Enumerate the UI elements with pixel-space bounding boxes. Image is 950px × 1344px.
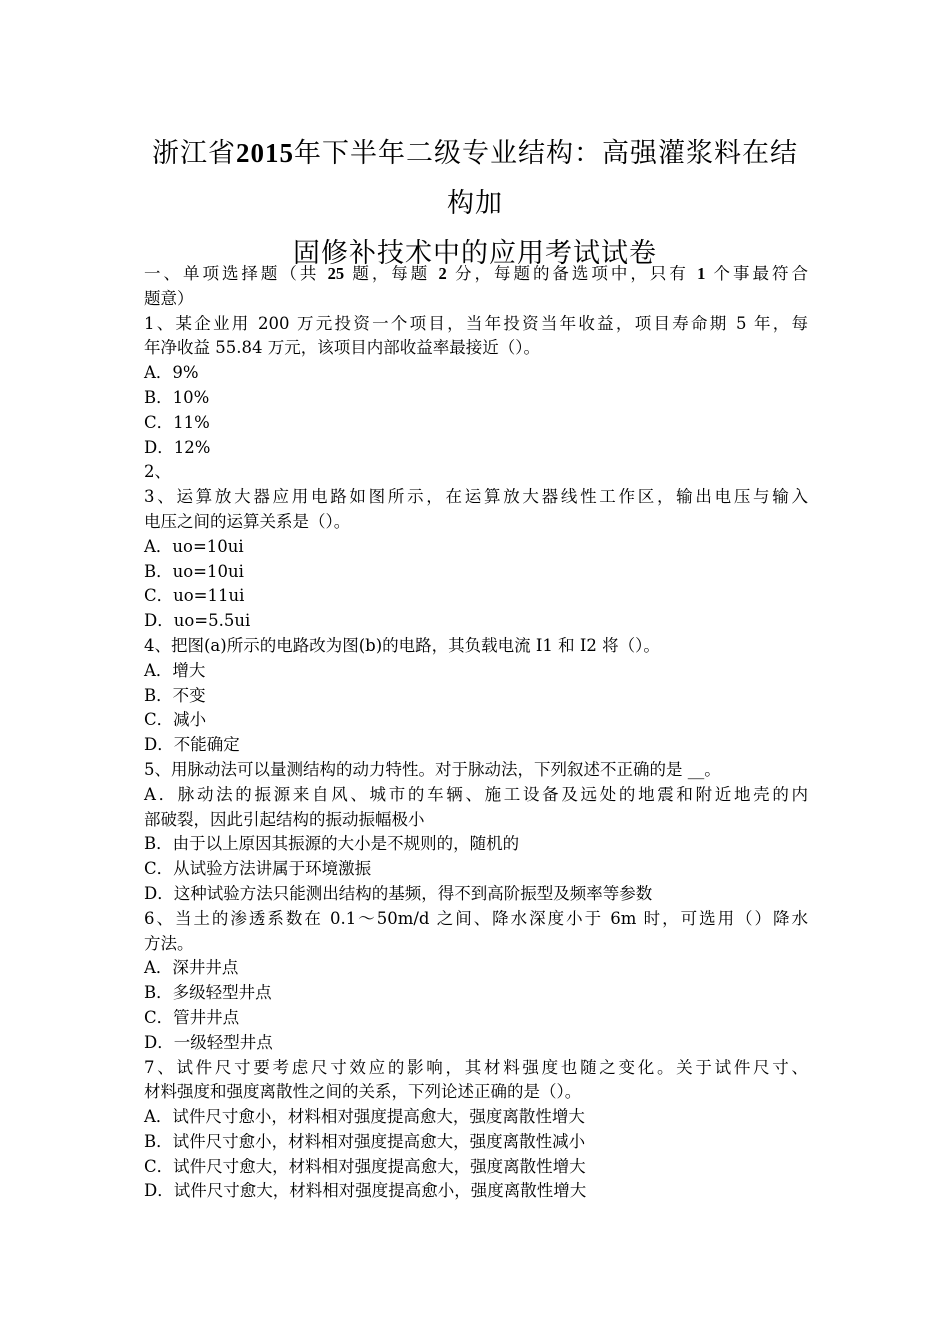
option-b: B．由于以上原因其振源的大小是不规则的，随机的: [144, 834, 520, 854]
question-stem: 5、用脉动法可以量测结构的动力特性。对于脉动法，下列叙述不正确的是 __。: [144, 759, 721, 779]
question-stem: 3、运算放大器应用电路如图所示，在运算放大器线性工作区，输出电压与输入: [144, 487, 808, 507]
question-3: [144, 485, 808, 634]
question-2: [144, 460, 808, 485]
title-line-2: 固修补技术中的应用考试试卷: [293, 238, 657, 269]
title-year: 2015: [236, 138, 294, 168]
option-b: B．10%: [144, 387, 210, 407]
option-b: B．不变: [144, 685, 206, 705]
option-c: C．减小: [144, 710, 207, 730]
document-title: [140, 128, 810, 279]
title-line-1: 浙江省2015年下半年二级专业结构：高强灌浆料在结构加: [152, 138, 798, 219]
question-1: [144, 312, 808, 461]
question-4: [144, 634, 808, 758]
question-7: [144, 1056, 808, 1205]
exam-body: [144, 262, 808, 1204]
option-d: D．这种试验方法只能测出结构的基频，得不到高阶振型及频率等参数: [144, 883, 653, 903]
question-5: [144, 758, 808, 907]
option-a: A．9%: [144, 363, 199, 383]
option-d: D．uo=5.5ui: [144, 611, 251, 631]
option-a: A．脉动法的振源来自风、城市的车辆、施工设备及远处的地震和附近地壳的内: [144, 784, 808, 804]
option-a: A．增大: [144, 660, 206, 680]
option-a: A．uo=10ui: [144, 536, 244, 556]
option-b: B．多级轻型井点: [144, 983, 272, 1003]
question-stem: 4、把图(a)所示的电路改为图(b)的电路，其负载电流 I1 和 I2 将（）。: [144, 635, 660, 655]
question-stem-cont: 方法。: [144, 933, 194, 953]
question-stem-cont: 材料强度和强度离散性之间的关系，下列论述正确的是（）。: [144, 1082, 582, 1102]
option-d: D．一级轻型井点: [144, 1032, 273, 1052]
option-d: D．试件尺寸愈大，材料相对强度提高愈小，强度离散性增大: [144, 1181, 587, 1201]
option-a: A．深井井点: [144, 958, 239, 978]
option-a: A．试件尺寸愈小，材料相对强度提高愈大，强度离散性增大: [144, 1107, 585, 1127]
option-c: C．11%: [144, 412, 210, 432]
question-stem: 6、当土的渗透系数在 0.1～50m/d 之间、降水深度小于 6m 时，可选用（）降水: [144, 908, 808, 928]
option-c: C．从试验方法讲属于环境激振: [144, 859, 372, 879]
option-d: D．12%: [144, 437, 211, 457]
question-stem: 7、试件尺寸要考虑尺寸效应的影响，其材料强度也随之变化。关于试件尺寸、: [144, 1057, 808, 1077]
question-6: [144, 907, 808, 1056]
question-stem-cont: 电压之间的运算关系是（）。: [144, 511, 351, 531]
section-heading: 一、单项选择题（共 25 题，每题 2 分，每题的备选项中，只有 1 个事最符合: [144, 264, 808, 283]
option-b: B．试件尺寸愈小，材料相对强度提高愈大，强度离散性减小: [144, 1131, 586, 1151]
option-a-cont: 部破裂，因此引起结构的振动振幅极小: [144, 809, 425, 829]
option-c: C．试件尺寸愈大，材料相对强度提高愈大，强度离散性增大: [144, 1156, 586, 1176]
section-heading-cont: 题意）: [144, 288, 194, 308]
option-d: D．不能确定: [144, 735, 240, 755]
question-stem: 2、: [144, 462, 171, 482]
option-c: C．uo=11ui: [144, 586, 245, 606]
question-stem-cont: 年净收益 55.84 万元，该项目内部收益率最接近（）。: [144, 338, 540, 358]
question-stem: 1、某企业用 200 万元投资一个项目，当年投资当年收益，项目寿命期 5 年，每: [144, 313, 808, 333]
option-b: B．uo=10ui: [144, 561, 244, 581]
option-c: C．管井井点: [144, 1007, 240, 1027]
